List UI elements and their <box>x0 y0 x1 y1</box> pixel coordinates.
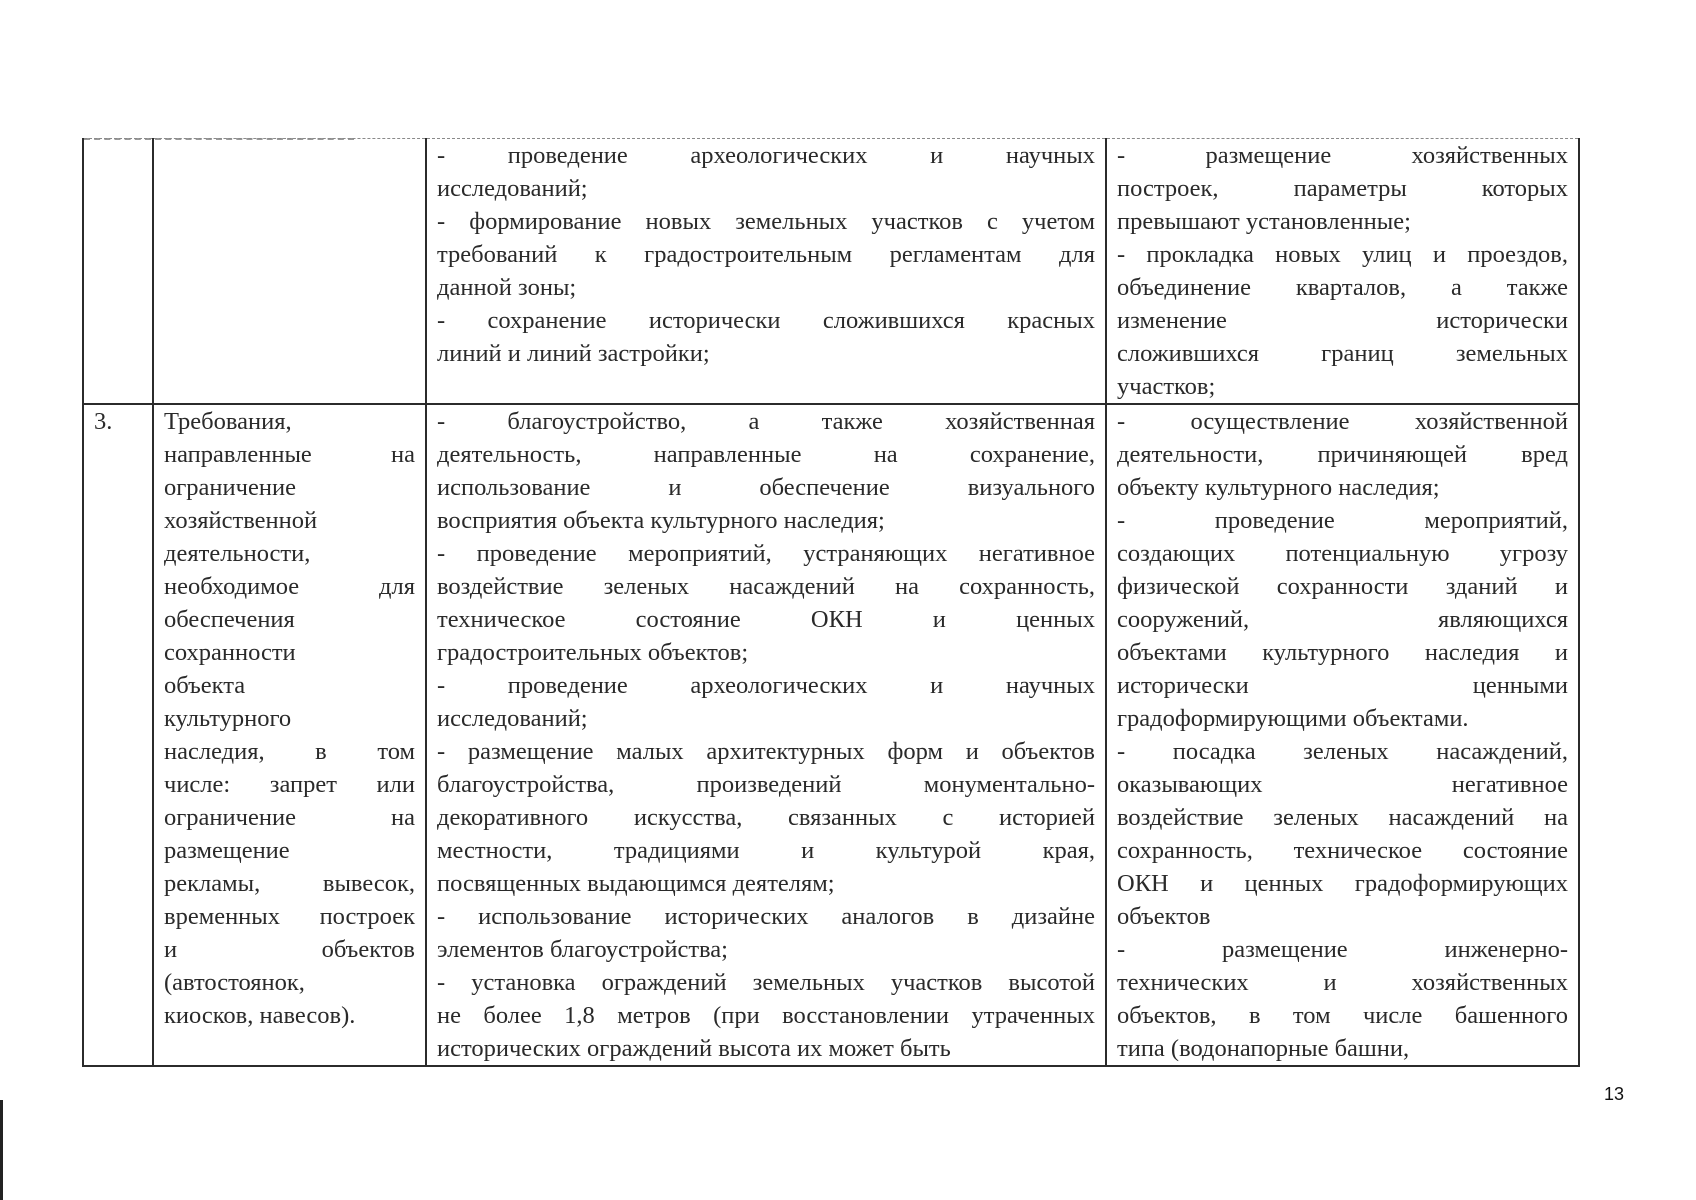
table-body <box>83 139 1579 1067</box>
cell-text-line: объектов <box>1117 903 1211 930</box>
cell-text-line: превышают установленные; <box>1117 208 1411 235</box>
cell-text-line: - размещение инженерно- <box>1117 936 1568 963</box>
cell-text-line: направленные на <box>164 441 415 468</box>
allowed-activities-cell <box>426 139 1106 405</box>
cell-text-line: необходимое для <box>164 573 415 600</box>
cell-text-line: не более 1,8 метров (при восстановлении утраченных <box>437 1002 1095 1029</box>
cell-text-line: воздействие зеленых насаждений на <box>1117 804 1568 831</box>
cell-text-line: объекту культурного наследия; <box>1117 474 1440 501</box>
cell-text-line: Требования, <box>164 408 292 435</box>
cell-text-line: - осуществление хозяйственной <box>1117 408 1568 435</box>
cell-text-line: деятельности, причиняющей вред <box>1117 441 1568 468</box>
cell-text-line: - проведение мероприятий, <box>1117 507 1568 534</box>
requirement-cell <box>153 139 426 405</box>
cell-text-line: рекламы, вывесок, <box>164 870 415 897</box>
row-number: 3. <box>94 408 113 435</box>
cell-text-line: построек, параметры которых <box>1117 175 1568 202</box>
table-row <box>83 139 1579 405</box>
cell-text-line: киосков, навесов). <box>164 1002 356 1029</box>
allowed-activities-cell <box>426 404 1106 1066</box>
cell-text-line: ограничение на <box>164 804 415 831</box>
cell-text-line: участков; <box>1117 373 1216 400</box>
cell-text-line: исследований; <box>437 175 588 202</box>
cell-text-line: - размещение хозяйственных <box>1117 142 1568 169</box>
cell-text-line: типа (водонапорные башни, <box>1117 1035 1410 1062</box>
cell-text-line: - проведение археологических и научных <box>437 142 1095 169</box>
cell-text-line: и объектов <box>164 936 415 963</box>
cell-text-line: благоустройства, произведений монументально- <box>437 771 1095 798</box>
cell-text-line: - благоустройство, а также хозяйственная <box>437 408 1095 435</box>
cell-text-line: использование и обеспечение визуального <box>437 474 1095 501</box>
row-number-cell <box>83 139 153 405</box>
cell-text-line: размещение <box>164 837 290 864</box>
cell-text-line: требований к градостроительным регламентам для <box>437 241 1095 268</box>
cell-text-line: местности, традициями и культурой края, <box>437 837 1095 864</box>
cell-text-line: посвященных выдающимся деятелям; <box>437 870 835 897</box>
cell-text-line: - установка ограждений земельных участков высотой <box>437 969 1095 996</box>
requirement-cell <box>153 404 426 1066</box>
cell-text-line: ОКН и ценных градоформирующих <box>1117 870 1568 897</box>
forbidden-activities-cell <box>1106 139 1579 405</box>
cell-text-line: - проведение археологических и научных <box>437 672 1095 699</box>
cell-text-line: исторических ограждений высота их может быть <box>437 1035 951 1062</box>
cell-text-line: сооружений, являющихся <box>1117 606 1568 633</box>
cell-text-line: объекта <box>164 672 246 699</box>
row-number-cell <box>83 404 153 1066</box>
cell-text-line: градоформирующими объектами. <box>1117 705 1469 732</box>
cell-text-line: изменение исторически <box>1117 307 1568 334</box>
cell-text-line: элементов благоустройства; <box>437 936 728 963</box>
cell-text-line: оказывающих негативное <box>1117 771 1568 798</box>
cell-text-line: временных построек <box>164 903 415 930</box>
cell-text-line: (автостоянок, <box>164 969 305 996</box>
cell-text-line: - прокладка новых улиц и проездов, <box>1117 241 1568 268</box>
cell-text-line: воздействие зеленых насаждений на сохранность, <box>437 573 1095 600</box>
cell-text-line: - размещение малых архитектурных форм и объектов <box>437 738 1095 765</box>
cell-text-line: декоративного искусства, связанных с историей <box>437 804 1095 831</box>
requirements-table <box>82 138 1580 1067</box>
cell-text-line: - использование исторических аналогов в дизайне <box>437 903 1095 930</box>
cell-text-line: исследований; <box>437 705 588 732</box>
cell-text-line: сохранности <box>164 639 296 666</box>
cell-text-line: обеспечения <box>164 606 295 633</box>
cell-text-line: исторически ценными <box>1117 672 1568 699</box>
table-row <box>83 404 1579 1066</box>
cell-text-line: сложившихся границ земельных <box>1117 340 1568 367</box>
cell-text-line: числе: запрет или <box>164 771 415 798</box>
cell-text-line: линий и линий застройки; <box>437 340 710 367</box>
cell-text-line: данной зоны; <box>437 274 577 301</box>
cell-text-line: хозяйственной <box>164 507 318 534</box>
scan-edge-artifact <box>0 1100 3 1200</box>
cell-text-line: - проведение мероприятий, устраняющих негативное <box>437 540 1095 567</box>
cell-text-line: - посадка зеленых насаждений, <box>1117 738 1568 765</box>
cell-text-line: - формирование новых земельных участков с учетом <box>437 208 1095 235</box>
cell-text-line: градостроительных объектов; <box>437 639 749 666</box>
cell-text-line: объединение кварталов, а также <box>1117 274 1568 301</box>
cell-text-line: - сохранение исторически сложившихся красных <box>437 307 1095 334</box>
cell-text-line: техническое состояние ОКН и ценных <box>437 606 1095 633</box>
cell-text-line: сохранность, техническое состояние <box>1117 837 1568 864</box>
cell-text-line: деятельности, <box>164 540 311 567</box>
cell-text-line: деятельность, направленные на сохранение, <box>437 441 1095 468</box>
cell-text-line: культурного <box>164 705 292 732</box>
cell-text-line: восприятия объекта культурного наследия; <box>437 507 885 534</box>
cell-text-line: наследия, в том <box>164 738 415 765</box>
cell-text-line: создающих потенциальную угрозу <box>1117 540 1568 567</box>
page-number: 13 <box>1603 1084 1624 1104</box>
forbidden-activities-cell <box>1106 404 1579 1066</box>
cell-text-line: технических и хозяйственных <box>1117 969 1568 996</box>
cell-text-line: ограничение <box>164 474 296 501</box>
cell-text-line: объектами культурного наследия и <box>1117 639 1568 666</box>
cell-text-line: физической сохранности зданий и <box>1117 573 1568 600</box>
cell-text-line: объектов, в том числе башенного <box>1117 1002 1568 1029</box>
